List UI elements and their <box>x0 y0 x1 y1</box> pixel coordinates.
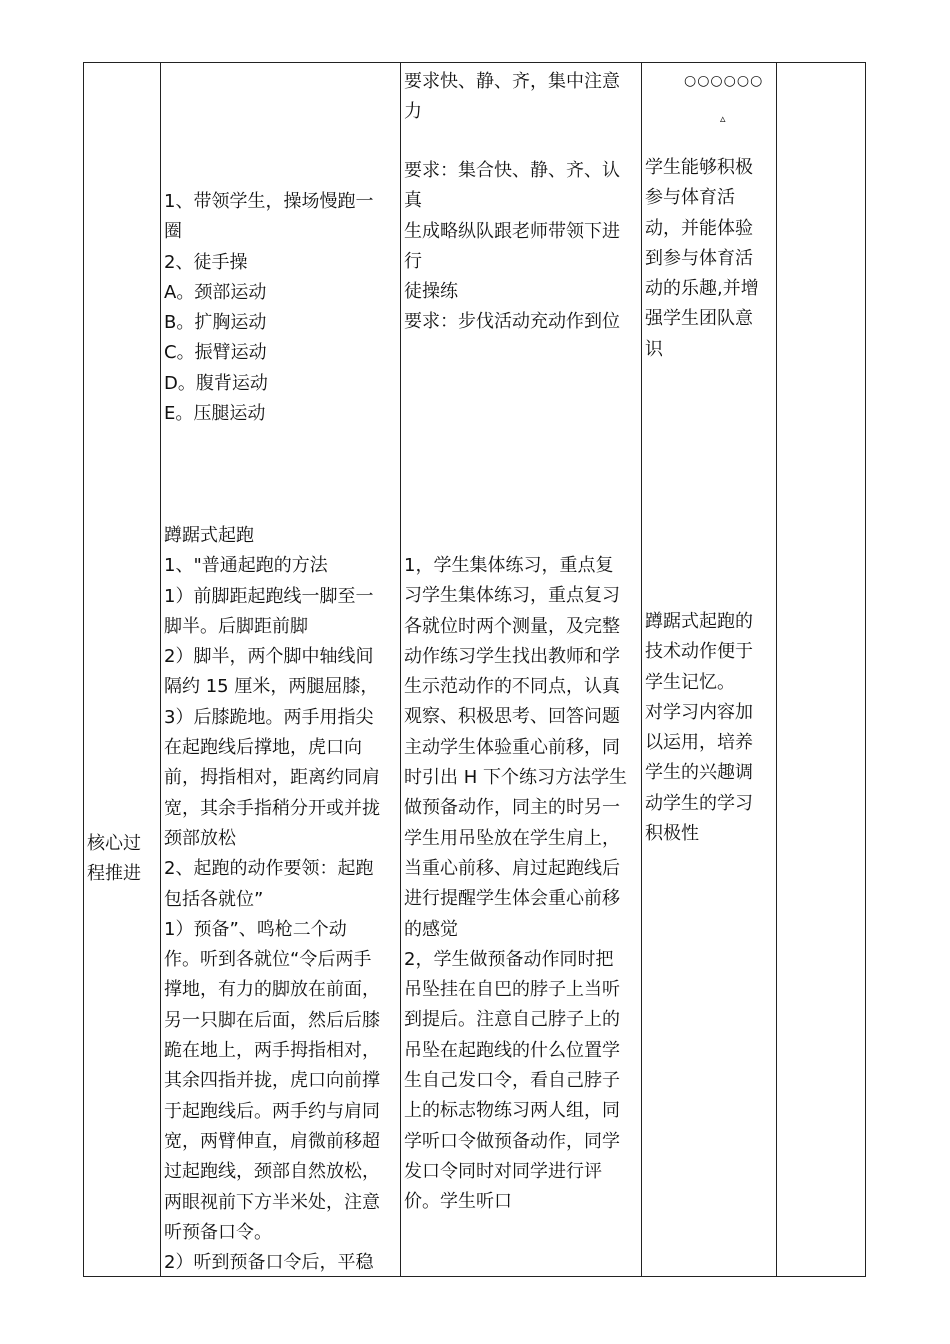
content-line: 2）脚半，两个脚中轴线间 <box>164 646 374 668</box>
formation-teacher <box>720 111 726 127</box>
content-line: 生自己发口令，看自己脖子 <box>404 1070 620 1092</box>
content-line: 生示范动作的不同点，认真 <box>404 676 620 698</box>
content-line: 3）后膝跪地。两手用指尖 <box>164 706 374 728</box>
content-line: 听预备口令。 <box>164 1221 272 1243</box>
content-line: 其余四指并拢，虎口向前撑 <box>164 1070 380 1092</box>
content-line: 在起跑线后撑地，虎口向 <box>164 737 362 759</box>
content-line: 要求：步伐活动充动作到位 <box>404 311 620 333</box>
content-line: 徒操练 <box>404 281 458 303</box>
goal-technique <box>645 607 753 849</box>
content-line: 圈 <box>164 221 182 243</box>
content-line: 行 <box>404 250 422 272</box>
content-line: 上的标志物练习两人组，同 <box>404 1100 620 1122</box>
content-line: 做预备动作，同主的时另一 <box>404 797 620 819</box>
content-line: 时引出 H 下个练习方法学生 <box>404 767 627 789</box>
content-line: 蹲踞式起跑 <box>164 525 254 546</box>
stage-label <box>87 829 141 890</box>
content-line: D。腹背运动 <box>164 372 268 394</box>
content-line: 各就位时两个测量，及完整 <box>404 615 620 637</box>
content-line: 撑地，有力的脚放在前面， <box>164 979 380 1001</box>
column-divider <box>160 63 161 1276</box>
content-line: 真 <box>404 190 422 212</box>
student-practice <box>404 551 627 1218</box>
content-line: 参与体育活 <box>645 187 735 209</box>
content-line: 于起跑线后。两手约与肩同 <box>164 1100 380 1122</box>
content-line: 动学生的学习 <box>645 792 753 814</box>
content-line: 另一只脚在后面，然后后膝 <box>164 1009 380 1031</box>
content-line: 宽，两臂伸直，肩微前移超 <box>164 1130 380 1152</box>
crouch-start-content <box>164 521 380 1278</box>
content-line: 1、带领学生，操场慢跑一 <box>164 191 374 212</box>
formation-circles-icon: ○○○○○○ <box>684 73 764 89</box>
content-line: 学听口令做预备动作，同学 <box>404 1130 620 1152</box>
content-line: 动作练习学生找出教师和学 <box>404 645 620 667</box>
content-line: 过起跑线，颈部自然放松， <box>164 1161 380 1183</box>
content-line: E。压腿运动 <box>164 403 266 425</box>
column-divider <box>776 63 777 1276</box>
content-line: 积极性 <box>645 823 699 845</box>
content-line: 隔约 15 厘米，两腿屈膝， <box>164 676 379 698</box>
requirement-top <box>404 67 620 128</box>
content-line: 要求：集合快、静、齐、认 <box>404 160 620 181</box>
content-line: 脚半。后脚距前脚 <box>164 615 308 637</box>
content-line: A。颈部运动 <box>164 281 267 303</box>
content-line: 发口令同时对同学进行评 <box>404 1160 602 1182</box>
content-line: 主动学生体验重心前移，同 <box>404 736 620 758</box>
content-line: 学生的兴趣调 <box>645 762 753 784</box>
warmup-content <box>164 187 373 429</box>
column-divider <box>400 63 401 1276</box>
content-line: 学生用吊坠放在学生肩上， <box>404 827 620 849</box>
content-line: 作。听到各就位“令后两手 <box>164 949 372 971</box>
content-line: 吊坠挂在自巴的脖子上当听 <box>404 979 620 1001</box>
content-line: 力 <box>404 101 422 123</box>
content-line: 对学习内容加 <box>645 701 753 723</box>
formation-circles <box>684 71 763 91</box>
content-line: 要求快、静、齐，集中注意 <box>404 71 620 92</box>
content-line: 动，并能体验 <box>645 217 753 239</box>
goal-participation <box>645 153 759 365</box>
content-line: 习学生集体练习，重点复习 <box>404 585 620 607</box>
content-line: 包括各就位” <box>164 888 264 910</box>
content-line: B。扩胸运动 <box>164 312 267 334</box>
content-line: 生成略纵队跟老师带领下进 <box>404 220 620 242</box>
content-line: 2）听到预备口令后，平稳 <box>164 1252 374 1274</box>
content-line: 2、起跑的动作要领：起跑 <box>164 858 374 880</box>
content-line: 强学生团队意 <box>645 308 753 330</box>
content-line: 学生记忆。 <box>645 671 735 693</box>
content-line: 颈部放松 <box>164 827 236 849</box>
warmup-requirements <box>404 156 620 338</box>
content-line: 1、"普通起跑的方法 <box>164 555 328 577</box>
content-line: 动的乐趣,并增 <box>645 278 759 300</box>
content-line: 观察、积极思考、回答问题 <box>404 706 620 728</box>
content-line: 前，拇指相对，距离约同肩 <box>164 767 380 789</box>
content-line: 的感觉 <box>404 918 458 940</box>
stage-label-line: 程推进 <box>87 863 141 885</box>
content-line: 进行提醒学生体会重心前移 <box>404 888 620 910</box>
lesson-plan-table <box>83 62 866 1277</box>
content-line: 1，学生集体练习，重点复 <box>404 555 614 576</box>
content-line: 以运用，培养 <box>645 732 753 754</box>
content-line: 到参与体育活 <box>645 247 753 269</box>
content-line: 跪在地上，两手拇指相对， <box>164 1040 380 1062</box>
content-line: C。振臂运动 <box>164 342 267 364</box>
stage-label-line: 核心过 <box>87 833 141 854</box>
content-line: 学生能够积极 <box>645 157 753 178</box>
content-line: 当重心前移、肩过起跑线后 <box>404 857 620 879</box>
content-line: 蹲踞式起跑的 <box>645 611 753 632</box>
content-line: 价。学生听口 <box>404 1191 512 1213</box>
content-line: 2，学生做预备动作同时把 <box>404 948 614 970</box>
content-line: 宽，其余手指稍分开或并拢 <box>164 797 380 819</box>
content-line: 1）前脚距起跑线一脚至一 <box>164 585 374 607</box>
content-line: 2、徒手操 <box>164 251 248 273</box>
column-divider <box>641 63 642 1276</box>
content-line: 吊坠在起跑线的什么位置学 <box>404 1039 620 1061</box>
content-line: 到提后。注意自己脖子上的 <box>404 1009 620 1031</box>
triangle-icon: ▵ <box>720 112 726 125</box>
content-line: 两眼视前下方半米处，注意 <box>164 1191 380 1213</box>
content-line: 识 <box>645 338 663 360</box>
content-line: 1）预备”、鸣枪二个动 <box>164 918 347 940</box>
content-line: 技术动作便于 <box>645 641 753 663</box>
